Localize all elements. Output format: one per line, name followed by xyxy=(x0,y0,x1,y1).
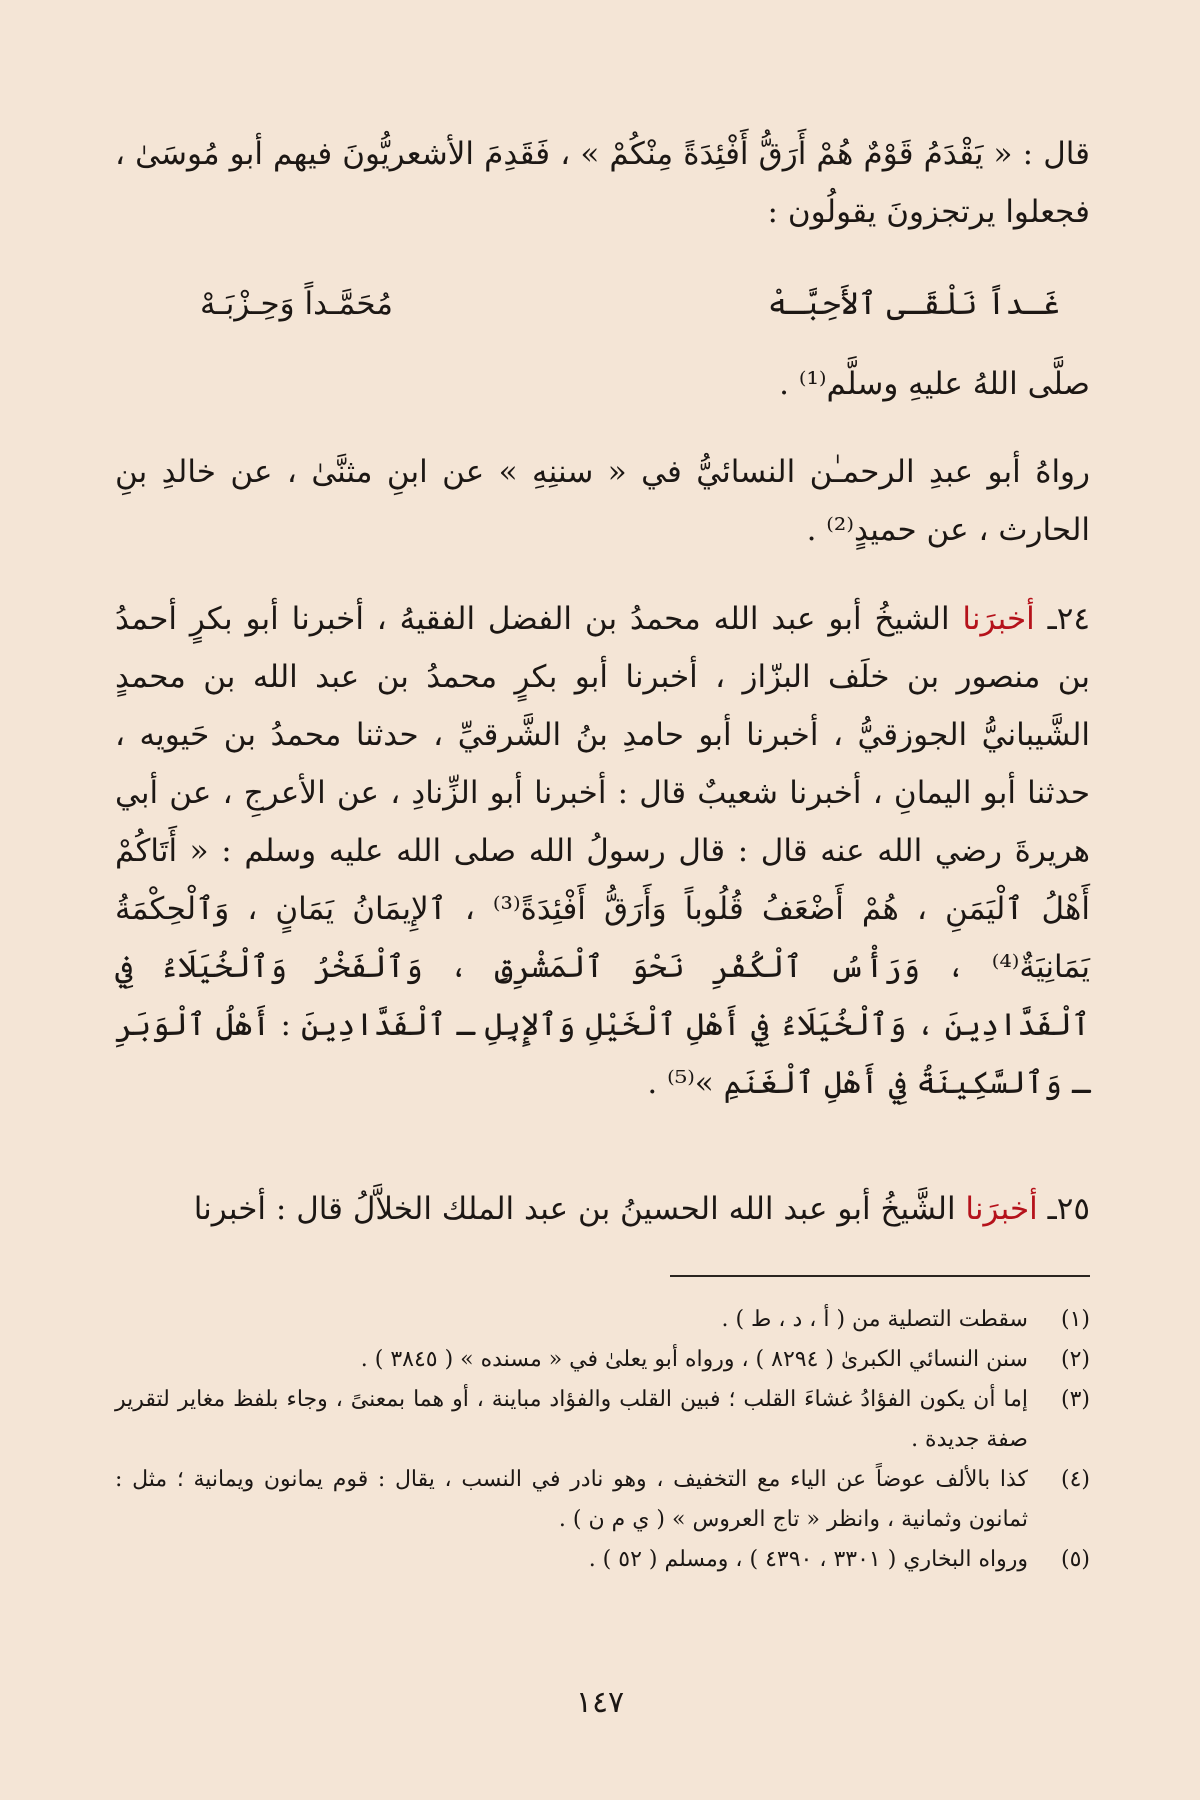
hadith-number: ٢٥ـ xyxy=(1047,1191,1090,1227)
poetry-verse xyxy=(200,275,1060,335)
hadith-25 xyxy=(115,1180,1090,1238)
footnote-1 xyxy=(115,1300,1090,1340)
footnote-number: (٣) xyxy=(1060,1387,1090,1412)
footnote-text: سنن النسائي الكبرىٰ ( ٨٢٩٤ ) ، ورواه أبو يعلىٰ في « مسنده » ( ٣٨٤٥ ) . xyxy=(360,1347,1028,1372)
footnote-text: ورواه البخاري ( ٣٣٠١ ، ٤٣٩٠ ) ، ومسلم ( ٥٢ ) . xyxy=(588,1547,1028,1572)
footnote-3 xyxy=(115,1380,1090,1460)
footnotes xyxy=(115,1300,1090,1580)
footnote-number: (٥) xyxy=(1060,1547,1090,1572)
footnote-2 xyxy=(115,1340,1090,1380)
hadith-text: الشَّيخُ أبو عبد الله الحسينُ بن عبد الملك الخلاَّلُ قال : أخبرنا xyxy=(193,1191,956,1227)
hadith-lead-word: أخبرَنا xyxy=(962,601,1035,637)
paragraph-riwaya xyxy=(115,443,1090,559)
paragraph-hadith-23-ending xyxy=(115,125,1090,241)
footnote-number: (٤) xyxy=(1060,1467,1090,1492)
footnote-number: (١) xyxy=(1060,1307,1090,1332)
paragraph-salutation xyxy=(115,355,1090,413)
paragraph-text: رواهُ أبو عبدِ الرحمـٰن النسائيُّ في « سننِهِ » عن ابنِ مثنَّىٰ ، عن خالدِ بنِ الحارث ، عن حميدٍ⁽²⁾ . xyxy=(115,454,1090,548)
footnote-4 xyxy=(115,1460,1090,1540)
page-number: ١٤٧ xyxy=(575,1685,625,1720)
hadith-text: الشيخُ أبو عبد الله محمدُ بن الفضل الفقيهُ ، أخبرنا أبو بكرٍ أحمدُ بن منصور بن خلَف البزّاز ، أخبرنا أبو بكرٍ محمدُ بن عبد الله بن محمدٍ الشَّيبانيُّ الجوزقيُّ ، أخبرنا أبو حامدِ بنُ الشَّرقيِّ ، حدثنا محمدُ بن حَيويه ، حدثنا أبو اليمانِ ، أخبرنا شعيبٌ قال : أخبرنا أبو الزِّنادِ ، عن الأعرجِ ، عن أبي هريرةَ رضي الله عنه قال : قال رسولُ الله صلى الله عليه وسلم : « أَتَاكُمْ أَهْلُ ٱلْيَمَنِ ، هُمْ أَضْعَفُ قُلُوباً وَأَرَقُّ أَفْئِدَةً⁽³⁾ ، ٱلإِيمَانُ يَمَانٍ ، وَٱلْحِكْمَةُ يَمَانِيَةٌ⁽⁴⁾ ، وَرَأْسُ ٱلْكُفْرِ نَحْوَ ٱلْمَشْرِقِ ، وَٱلْفَخْرُ وَٱلْخُيَلَاءُ فِي ٱلْفَدَّادِينَ ، وَٱلْخُيَلَاءُ فِي أَهْلِ ٱلْخَيْلِ وَٱلإِبِلِ ـ ٱلْفَدَّادِينَ : أَهْلُ ٱلْوَبَرِ ـ وَٱلسَّكِينَةُ فِي أَهْلِ ٱلْغَنَمِ »⁽⁵⁾ . xyxy=(115,601,1090,1101)
paragraph-text: صلَّى اللهُ عليهِ وسلَّم⁽¹⁾ . xyxy=(779,366,1090,402)
footnote-text: سقطت التصلية من ( أ ، د ، ط ) . xyxy=(721,1307,1028,1332)
footnote-text: إما أن يكون الفؤادُ غشاءَ القلب ؛ فبين القلب والفؤاد مباينة ، أو هما بمعنىً ، وجاء بلفظ مغاير لتقرير صفة جديدة . xyxy=(115,1387,1028,1452)
hadith-lead-word: أخبرَنا xyxy=(965,1191,1038,1227)
hadith-24 xyxy=(115,590,1090,1112)
verse-first-hemistich: غَـداً نَلْقَـى ٱلأَحِبَّـهْ xyxy=(767,286,1060,322)
paragraph-text: قال : « يَقْدَمُ قَوْمٌ هُمْ أَرَقُّ أَفْئِدَةً مِنْكُمْ » ، فَقَدِمَ الأشعريُّونَ فيهم أبو مُوسَىٰ ، فجعلوا يرتجزونَ يقولُون : xyxy=(115,136,1090,230)
footnote-5 xyxy=(115,1540,1090,1580)
hadith-number: ٢٤ـ xyxy=(1047,601,1090,637)
footnote-separator xyxy=(670,1275,1090,1277)
footnote-text: كذا بالألف عوضاً عن الياء مع التخفيف ، وهو نادر في النسب ، يقال : قوم يمانون ويمانية ؛ مثل : ثمانون وثمانية ، وانظر « تاج العروس » ( ي م ن ) . xyxy=(115,1467,1028,1532)
verse-second-hemistich: مُحَمَّـداً وَحِـزْبَـهْ xyxy=(200,286,394,322)
footnote-number: (٢) xyxy=(1060,1347,1090,1372)
